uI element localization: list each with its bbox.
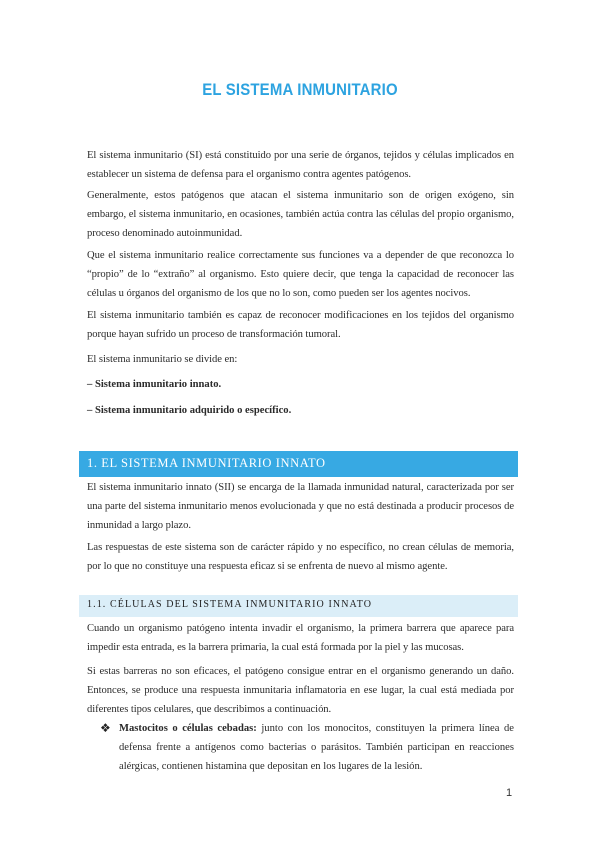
section-paragraph: El sistema inmunitario innato (SII) se encarga de la llamada inmunidad natural, caracterizada por ser una parte del sistema inmunitario menos evolucionada y que no está destinada a producir procesos de inmunidad a largo plazo.: [87, 482, 514, 531]
division-item: – Sistema inmunitario innato.: [87, 379, 222, 390]
bullet-item: [100, 719, 514, 776]
intro-paragraph: El sistema inmunitario (SI) está constituido por una serie de órganos, tejidos y células implicados en establecer un sistema de defensa para el organismo contra agentes patógenos.: [87, 150, 514, 180]
section-heading-bar: [79, 451, 518, 477]
division-item: – Sistema inmunitario adquirido o específico.: [87, 405, 292, 416]
document-title: EL SISTEMA INMUNITARIO: [202, 80, 398, 99]
bullet-description: junto con los monocitos, constituyen la primera línea de defensa frente a antígenos como bacterias o parásitos. También participan en reacciones alérgicas, contienen histamina que depositan en los lugares de la lesión.: [119, 723, 514, 772]
subsection-heading-bar: [79, 595, 518, 617]
intro-paragraph: Que el sistema inmunitario realice correctamente sus funciones va a depender de que reconozca lo “propio” de lo “extraño” al organismo. Esto quiere decir, que tenga la capacidad de reconocer las células u órganos del organismo de los que no lo son, como pueden ser los agentes nocivos.: [87, 250, 514, 299]
bullet-text: [119, 719, 514, 776]
subsection-heading: 1.1. CÉLULAS DEL SISTEMA INMUNITARIO INNATO: [87, 599, 373, 610]
intro-paragraph: Generalmente, estos patógenos que atacan el sistema inmunitario son de origen exógeno, sin embargo, el sistema inmunitario, en ocasiones, también actúa contra las células del propio organismo, proceso denominado autoinmunidad.: [87, 190, 514, 239]
section-heading: 1. EL SISTEMA INMUNITARIO INNATO: [87, 456, 326, 470]
diamond-bullet-icon: ❖: [100, 721, 111, 735]
subsection-paragraph: Si estas barreras no son eficaces, el patógeno consigue entrar en el organismo generando un daño. Entonces, se produce una respuesta inmunitaria inflamatoria en ese lugar, la cual está mediada por diferentes tipos celulares, que describimos a continuación.: [87, 666, 514, 715]
page-number: 1: [506, 787, 513, 799]
intro-paragraph: El sistema inmunitario también es capaz de reconocer modificaciones en los tejidos del organismo porque hayan sufrido un proceso de transformación tumoral.: [87, 310, 514, 340]
subsection-paragraph: Cuando un organismo patógeno intenta invadir el organismo, la primera barrera que aparece para impedir esta entrada, es la barrera primaria, la cual está formada por la piel y las mucosas.: [87, 623, 514, 653]
section-paragraph: Las respuestas de este sistema son de carácter rápido y no específico, no crean células de memoria, por lo que no constituye una respuesta eficaz si se enfrenta de nuevo al mismo agente.: [87, 542, 514, 572]
bullet-term: Mastocitos o células cebadas:: [119, 723, 257, 734]
intro-paragraph: El sistema inmunitario se divide en:: [87, 354, 238, 365]
